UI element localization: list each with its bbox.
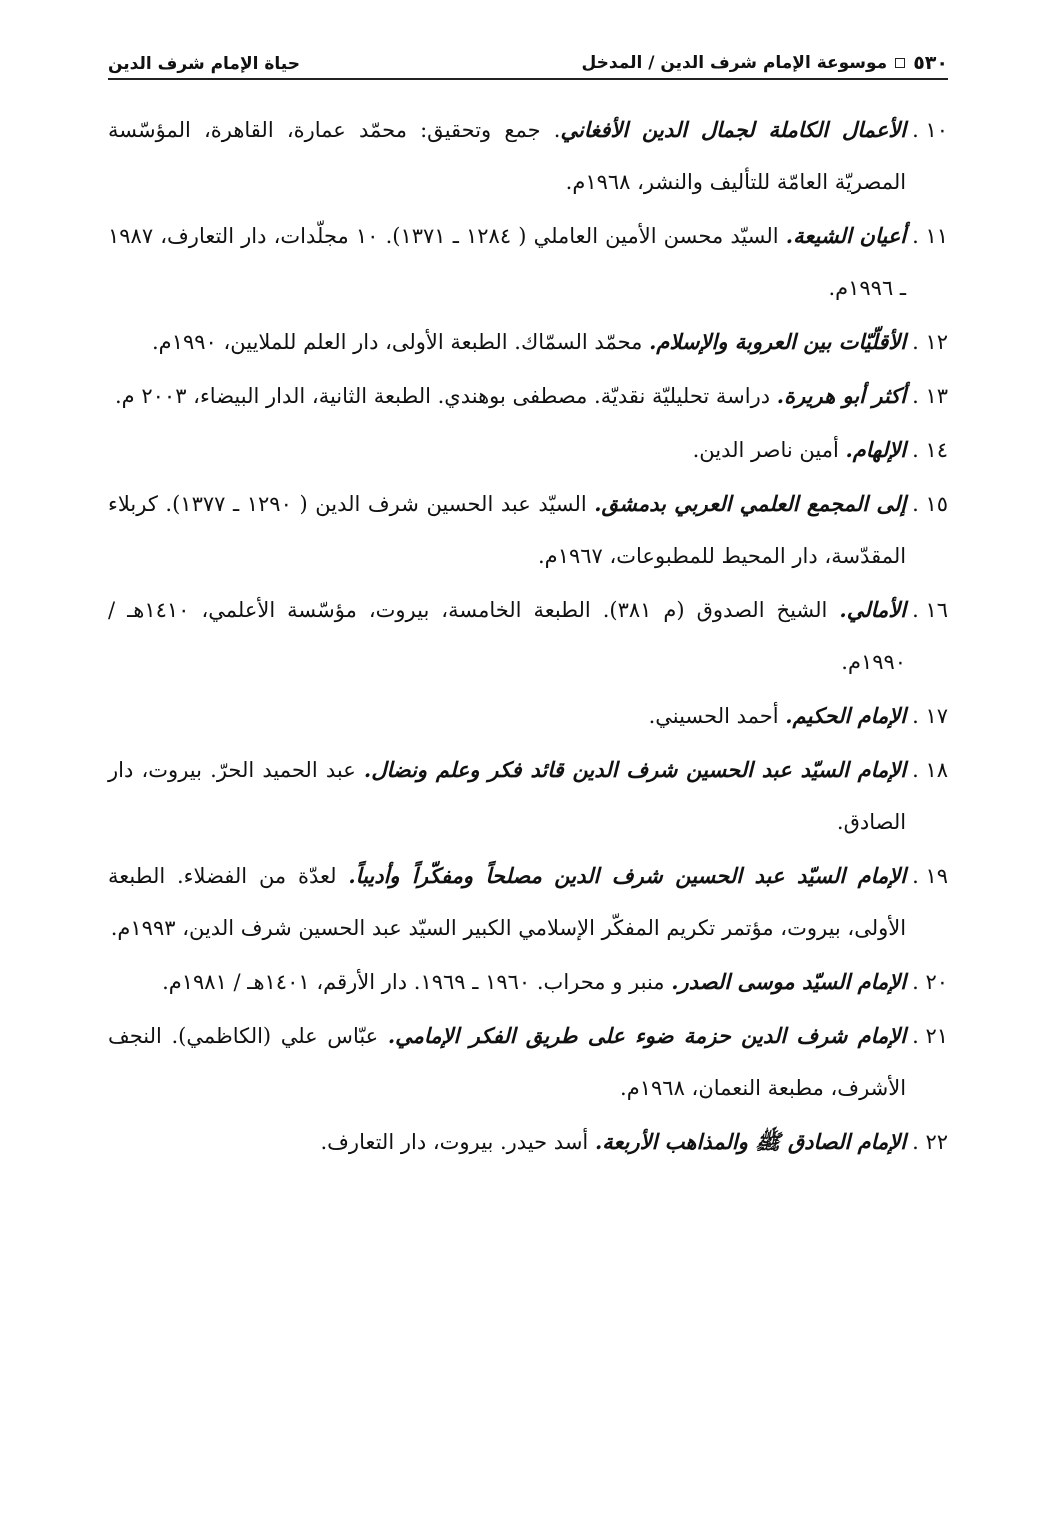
entry-text	[108, 478, 906, 582]
entry-details: الشيخ الصدوق (م ٣٨١). الطبعة الخامسة، بيروت، مؤسّسة الأعلمي، ١٤١٠هـ / ١٩٩٠م.	[108, 598, 907, 674]
bibliography-entry	[108, 850, 948, 954]
entry-title: الإمام السيّد عبد الحسين شرف الدين قائد فكر وعلم ونضال.	[363, 757, 907, 782]
entry-title: أكثر أبو هريرة.	[776, 383, 907, 408]
entry-details: عبد الحميد الحرّ. بيروت، دار الصادق.	[108, 758, 907, 834]
bibliography-entry	[108, 478, 948, 582]
bibliography-entry	[108, 956, 948, 1008]
bibliography-entry	[108, 1010, 948, 1114]
entry-text	[108, 744, 906, 848]
bibliography-entry	[108, 584, 948, 688]
entry-details: عبّاس علي (الكاظمي). النجف الأشرف، مطبعة النعمان، ١٩٦٨م.	[108, 1024, 907, 1100]
entry-details: منبر و محراب. ١٩٦٠ ـ ١٩٦٩. دار الأرقم، ١٤٠١هـ / ١٩٨١م.	[162, 970, 672, 994]
entry-text	[108, 210, 906, 314]
entry-title: الأعمال الكاملة لجمال الدين الأفغاني	[560, 117, 907, 142]
entry-number: ١٦ .	[912, 598, 948, 622]
square-separator-icon	[895, 58, 905, 68]
bibliography-entry	[108, 104, 948, 208]
entry-title: الإلهام.	[845, 437, 907, 462]
entry-details: لعدّة من الفضلاء. الطبعة الأولى، بيروت، مؤتمر تكريم المفكّر الإسلامي الكبير السيّد عبد الحسين شرف الدين، ١٩٩٣م.	[108, 864, 907, 940]
page-number: ٥٣٠	[913, 52, 948, 74]
entry-number: ٢٢ .	[912, 1130, 948, 1154]
entry-title: الإمام الصادق ﷺ والمذاهب الأربعة.	[594, 1129, 907, 1154]
header-book-info	[581, 52, 948, 74]
chapter-title: حياة الإمام شرف الدين	[108, 54, 300, 74]
entry-text	[108, 584, 906, 688]
entry-details: أحمد الحسيني.	[648, 704, 786, 728]
entry-details: . جمع وتحقيق: محمّد عمارة، القاهرة، المؤسّسة المصريّة العامّة للتأليف والنشر، ١٩٦٨م.	[108, 118, 907, 194]
book-title: موسوعة الإمام شرف الدين / المدخل	[581, 53, 888, 73]
entry-number: ١٤ .	[912, 438, 948, 462]
entry-title: الإمام السيّد موسى الصدر.	[671, 969, 907, 994]
bibliography-entry	[108, 370, 948, 422]
entry-text	[108, 956, 906, 1008]
entry-title: أعيان الشيعة.	[785, 223, 907, 248]
bibliography-entry	[108, 316, 948, 368]
bibliography-list	[108, 104, 948, 1168]
entry-text	[108, 316, 906, 368]
entry-details: دراسة تحليليّة نقديّة. مصطفى بوهندي. الطبعة الثانية، الدار البيضاء، ٢٠٠٣ م.	[115, 384, 777, 408]
entry-details: محمّد السمّاك. الطبعة الأولى، دار العلم للملايين، ١٩٩٠م.	[152, 330, 650, 354]
entry-text	[108, 424, 906, 476]
entry-number: ١٢ .	[912, 330, 948, 354]
bibliography-entry	[108, 1116, 948, 1168]
entry-details: أمين ناصر الدين.	[692, 438, 846, 462]
entry-text	[108, 1010, 906, 1114]
entry-number: ١٥ .	[912, 492, 948, 516]
entry-text	[108, 850, 906, 954]
entry-text	[108, 104, 906, 208]
entry-number: ١٣ .	[912, 384, 948, 408]
entry-details: السيّد محسن الأمين العاملي ( ١٢٨٤ ـ ١٣٧١). ١٠ مجلّدات، دار التعارف، ١٩٨٧ ـ ١٩٩٦م.	[108, 224, 907, 300]
entry-number: ١١ .	[912, 224, 948, 248]
entry-title: الإمام الحكيم.	[785, 703, 907, 728]
entry-number: ١٠ .	[912, 118, 948, 142]
bibliography-entry	[108, 744, 948, 848]
page-header	[108, 36, 948, 80]
bibliography-entry	[108, 210, 948, 314]
entry-details: السيّد عبد الحسين شرف الدين ( ١٢٩٠ ـ ١٣٧٧). كربلاء المقدّسة، دار المحيط للمطبوعات، ١٩٦٧م.	[108, 492, 907, 568]
entry-details: أسد حيدر. بيروت، دار التعارف.	[320, 1130, 595, 1154]
entry-title: الإمام السيّد عبد الحسين شرف الدين مصلحاً ومفكّراً وأديباً.	[348, 863, 907, 888]
bibliography-entry	[108, 424, 948, 476]
bibliography-entry	[108, 690, 948, 742]
entry-title: الأقلّيّات بين العروبة والإسلام.	[649, 329, 907, 354]
document-page	[108, 36, 948, 1170]
entry-number: ١٩ .	[912, 864, 948, 888]
entry-title: الأمالي.	[839, 597, 907, 622]
entry-title: الإمام شرف الدين حزمة ضوء على طريق الفكر الإمامي.	[387, 1023, 907, 1048]
entry-title: إلى المجمع العلمي العربي بدمشق.	[594, 491, 907, 516]
entry-text	[108, 370, 906, 422]
entry-number: ١٧ .	[912, 704, 948, 728]
entry-number: ٢١ .	[912, 1024, 948, 1048]
entry-text	[108, 1116, 906, 1168]
entry-number: ١٨ .	[912, 758, 948, 782]
entry-number: ٢٠ .	[912, 970, 948, 994]
entry-text	[108, 690, 906, 742]
